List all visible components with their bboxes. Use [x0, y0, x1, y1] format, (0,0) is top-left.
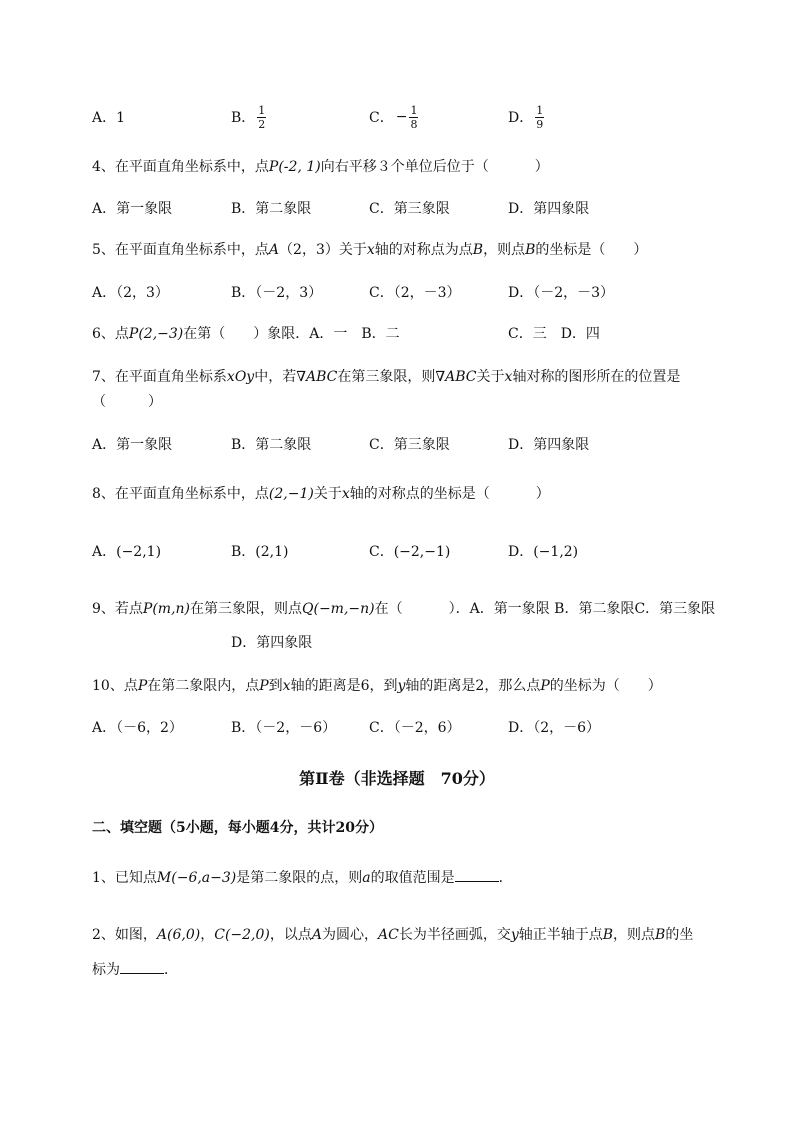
q7-stem: 7、在平面直角坐标系xOy中，若∇ABC在第三象限，则∇ABC关于x轴对称的图形所在的位置是 — [92, 369, 681, 385]
q8-option-a[interactable]: A．(−2,1) — [92, 544, 162, 560]
q8-stem: 8、在平面直角坐标系中，点(2,−1)关于x轴的对称点的坐标是（ ） — [92, 486, 550, 502]
q8-option-d[interactable]: D．(−1,2) — [508, 544, 579, 560]
q8-option-b[interactable]: B．(2,1) — [231, 544, 289, 560]
q7-stem-line2: （ ） — [92, 394, 162, 410]
q5-option-a[interactable]: A．（2，3） — [92, 285, 169, 301]
q3-option-d[interactable]: D． $\frac{1}{9}$ — [508, 103, 544, 131]
q10-option-a[interactable]: A．（－6，2） — [92, 720, 183, 736]
fill-2-stem-line2: 标为 ． — [92, 959, 178, 980]
q7-option-b[interactable]: B．第二象限 — [231, 437, 312, 453]
q5-option-d[interactable]: D．（－2，－3） — [508, 285, 615, 301]
q4-option-c[interactable]: C．第三象限 — [369, 201, 450, 217]
answer-blank[interactable] — [455, 867, 499, 882]
q10-option-b[interactable]: B．（－2，－6） — [231, 720, 337, 736]
q5-option-b[interactable]: B．（－2，3） — [231, 285, 323, 301]
fraction: $\frac{1}{8}$ — [410, 103, 418, 131]
q4-stem: 4、在平面直角坐标系中，点P(-2, 1)向右平移３个单位后位于（ ） — [92, 159, 549, 175]
fill-1-stem: 1、已知点M(−6,a−3)是第二象限的点，则a的取值范围是 ． — [92, 867, 513, 888]
answer-blank[interactable] — [120, 959, 164, 974]
q3-option-b[interactable]: B． $\frac{1}{2}$ — [231, 103, 266, 131]
q6-stem: 6、点P(2,−3)在第（ ）象限．A．一 B．二 — [92, 326, 400, 342]
q10-option-c[interactable]: C．（－2，6） — [369, 720, 461, 736]
q7-option-c[interactable]: C．第三象限 — [369, 437, 450, 453]
q9-stem: 9、若点P(m,n)在第三象限，则点Q(−m,−n)在（ ）．A．第一象限 B．第二象限C．第三象限 — [92, 601, 716, 617]
q5-option-c[interactable]: C．（2，－3） — [369, 285, 461, 301]
q9-option-d[interactable]: D．第四象限 — [231, 635, 313, 651]
q7-option-a[interactable]: A．第一象限 — [92, 437, 173, 453]
section-title: 第Ⅱ卷（非选择题 70分） — [299, 769, 495, 788]
q3-options — [92, 100, 732, 134]
fraction: $\frac{1}{9}$ — [536, 103, 544, 131]
fill-2-stem: 2、如图，A(6,0)，C(−2,0)，以点A为圆心，AC长为半径画弧，交y轴正半轴于点B，则点B的坐 — [92, 927, 694, 943]
q4-option-a[interactable]: A．第一象限 — [92, 201, 173, 217]
q3-option-a[interactable]: A．1 — [92, 110, 126, 126]
q10-option-d[interactable]: D．（2，－6） — [508, 720, 601, 736]
fraction: $\frac{1}{2}$ — [258, 103, 266, 131]
fill-heading: 二、填空题（5小题，每小题4分，共计20分） — [92, 820, 383, 836]
q10-options — [92, 710, 732, 744]
q5-stem: 5、在平面直角坐标系中，点A（2，3）关于x轴的对称点为点B，则点B的坐标是（ ） — [92, 242, 648, 258]
q7-options — [92, 427, 732, 461]
q4-option-d[interactable]: D．第四象限 — [508, 201, 590, 217]
q5-options — [92, 275, 732, 309]
q3-option-c[interactable]: C． − $\frac{1}{8}$ — [369, 103, 418, 131]
q6-option-cd[interactable]: C．三 D．四 — [508, 326, 600, 342]
q7-option-d[interactable]: D．第四象限 — [508, 437, 590, 453]
q8-options — [92, 534, 732, 568]
q8-option-c[interactable]: C．(−2,−1) — [369, 544, 451, 560]
q10-stem: 10、点P在第二象限内，点P到x轴的距离是6，到y轴的距离是2，那么点P的坐标为（ ） — [92, 678, 662, 694]
q4-option-b[interactable]: B．第二象限 — [231, 201, 312, 217]
q4-options — [92, 191, 732, 225]
